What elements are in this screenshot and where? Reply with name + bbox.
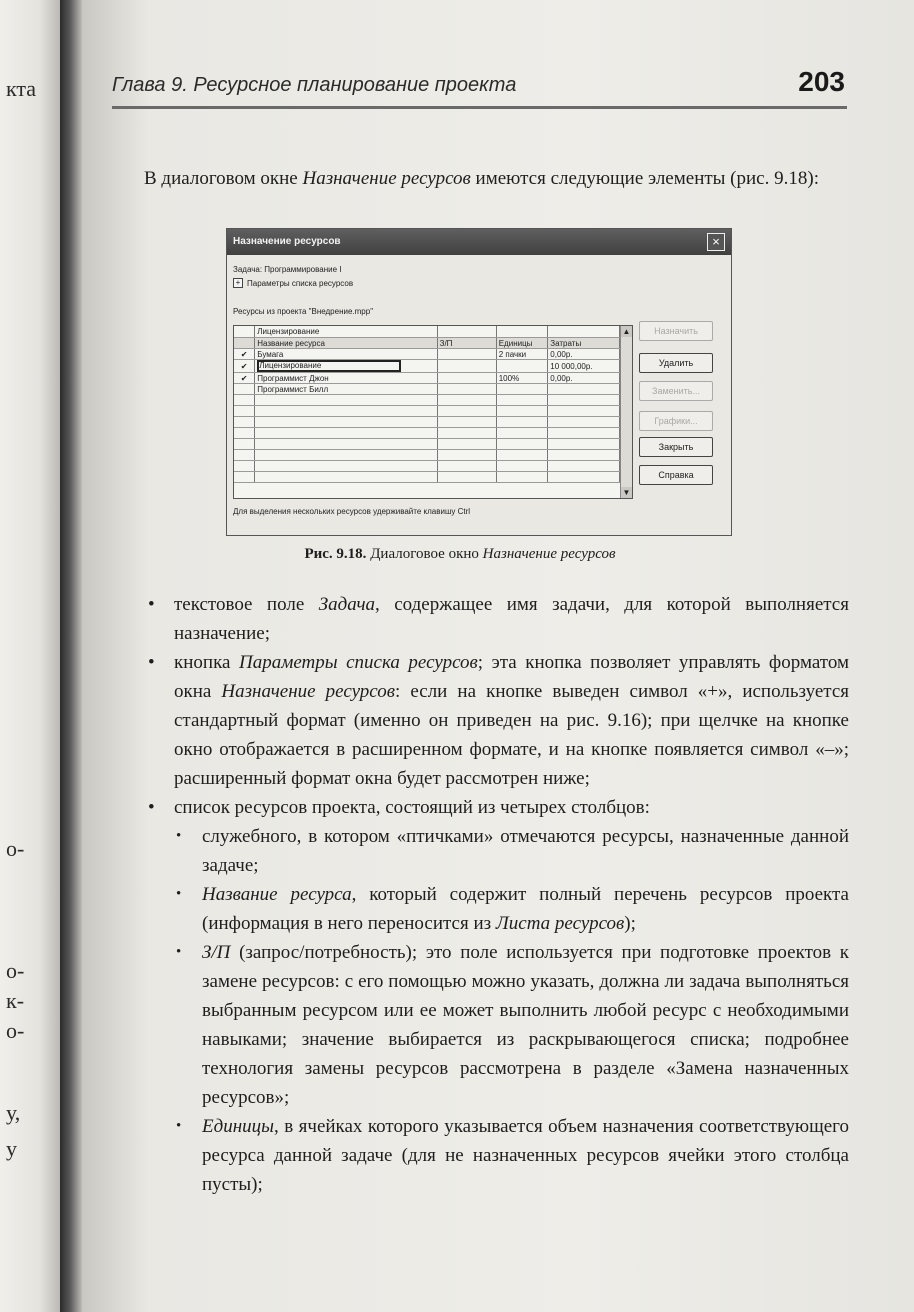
empty-row[interactable] bbox=[234, 450, 620, 461]
facing-page-fragment: у, bbox=[6, 1100, 21, 1125]
item-text: текстовое поле bbox=[174, 594, 319, 615]
empty-row[interactable] bbox=[234, 406, 620, 417]
item-text: список ресурсов проекта, состоящий из четырех столбцов: bbox=[174, 797, 650, 818]
facing-page-fragment: о- bbox=[6, 1018, 25, 1043]
grid-scrollbar[interactable] bbox=[620, 326, 632, 498]
bullet-icon: • bbox=[148, 594, 155, 615]
figure-number: Рис. 9.18. bbox=[304, 546, 367, 562]
rd-cell[interactable] bbox=[437, 373, 496, 384]
assign-button[interactable]: Назначить bbox=[639, 321, 713, 341]
list-item bbox=[104, 648, 849, 793]
units-cell[interactable] bbox=[496, 384, 548, 395]
item-text: , который содержит полный перечень ресурсов проекта (информация в него переносится из bbox=[202, 884, 849, 934]
facing-page-fragment: у bbox=[6, 1136, 17, 1161]
facing-page-fragment: о- bbox=[6, 836, 25, 861]
column-header-name[interactable]: Название ресурса bbox=[255, 338, 437, 349]
resource-grid[interactable] bbox=[233, 325, 633, 499]
ctrl-hint: Для выделения нескольких ресурсов удерживайте клавишу Ctrl bbox=[233, 507, 471, 516]
figure-caption bbox=[180, 546, 740, 563]
graphs-button[interactable]: Графики... bbox=[639, 411, 713, 431]
table-row[interactable] bbox=[234, 373, 620, 384]
close-icon[interactable]: × bbox=[707, 233, 725, 251]
replace-button[interactable]: Заменить... bbox=[639, 381, 713, 401]
bullet-icon: • bbox=[148, 797, 155, 818]
column-header-cost[interactable]: Затраты bbox=[548, 338, 620, 349]
bullet-icon: • bbox=[176, 828, 182, 844]
rd-cell[interactable] bbox=[437, 349, 496, 360]
units-cell[interactable] bbox=[496, 360, 548, 373]
check-icon: ✔ bbox=[234, 349, 255, 360]
item-text: кнопка bbox=[174, 652, 239, 673]
check-icon: ✔ bbox=[234, 360, 255, 373]
bullet-icon: • bbox=[148, 652, 155, 673]
caption-italic: Назначение ресурсов bbox=[482, 546, 616, 562]
empty-row[interactable] bbox=[234, 417, 620, 428]
item-text: , в ячейках которого указывается объем назначения соответствующего ресурса данной задаче (для не назначенных ресурсов ячейки этого столбца пусты); bbox=[202, 1116, 849, 1195]
item-text: служебного, в котором «птичками» отмечаются ресурсы, назначенные данной задаче; bbox=[202, 826, 849, 876]
sub-list-item bbox=[104, 938, 849, 1112]
resource-name-cell[interactable]: Программист Билл bbox=[255, 384, 437, 395]
resource-name-selected[interactable]: Лицензирование bbox=[257, 360, 401, 372]
list-item bbox=[104, 793, 849, 822]
bullet-icon: • bbox=[176, 886, 182, 902]
bullet-list bbox=[104, 590, 849, 1199]
close-button[interactable]: Закрыть bbox=[639, 437, 713, 457]
table-row[interactable] bbox=[234, 384, 620, 395]
units-cell[interactable]: 2 пачки bbox=[496, 349, 548, 360]
list-item bbox=[104, 590, 849, 648]
rd-cell[interactable] bbox=[437, 360, 496, 373]
caption-text: Диалоговое окно bbox=[366, 546, 483, 562]
book-spine-shadow bbox=[60, 0, 82, 1312]
item-italic: Параметры списка ресурсов bbox=[238, 652, 478, 673]
table-row[interactable] bbox=[234, 349, 620, 360]
bullet-icon: • bbox=[176, 944, 182, 960]
sub-list-item bbox=[104, 1112, 849, 1199]
remove-button[interactable]: Удалить bbox=[639, 353, 713, 373]
item-text: ); bbox=[624, 913, 636, 934]
item-italic: Единицы bbox=[202, 1116, 275, 1137]
chapter-title: Глава 9. Ресурсное планирование проекта bbox=[112, 74, 517, 96]
running-header bbox=[112, 66, 847, 109]
bullet-icon: • bbox=[176, 1118, 182, 1134]
facing-page-fragment: о- bbox=[6, 958, 25, 983]
empty-row[interactable] bbox=[234, 439, 620, 450]
resource-name-cell[interactable]: Бумага bbox=[255, 349, 437, 360]
dialog-titlebar bbox=[227, 229, 731, 255]
empty-row[interactable] bbox=[234, 395, 620, 406]
check-icon: ✔ bbox=[234, 373, 255, 384]
item-text: : если на кнопке выведен символ «+», используется стандартный формат (именно он приведен на рис. 9.16); при щелчке на кнопке окно отображается в расширенном формате, и на кнопке появляется символ «–»; расширенный формат окна будет рассмотрен ниже; bbox=[174, 681, 849, 789]
sub-list-item bbox=[104, 880, 849, 938]
empty-row[interactable] bbox=[234, 428, 620, 439]
facing-page-fragment: к- bbox=[6, 988, 25, 1013]
intro-paragraph bbox=[104, 164, 842, 194]
units-cell[interactable]: 100% bbox=[496, 373, 548, 384]
intro-text: В диалоговом окне bbox=[144, 168, 303, 189]
plus-icon: + bbox=[233, 278, 243, 288]
item-italic: Название ресурса bbox=[202, 884, 352, 905]
item-italic: З/П bbox=[202, 942, 231, 963]
empty-row[interactable] bbox=[234, 472, 620, 483]
grid-header-row bbox=[234, 338, 620, 349]
empty-row[interactable] bbox=[234, 461, 620, 472]
item-text: (запрос/потребность); это поле используется при подготовке проектов к замене ресурсов: с его помощью можно указать, должна ли задача выполняться выбранным ресурсом или ее может выполнить любой ресурс с необходимыми навыками; значение выбирается из раскрывающегося списка; подробнее технология замены ресурсов рассмотрена в разделе «Замена назначенных ресурсов»; bbox=[202, 942, 849, 1108]
resource-list-options-label: Параметры списка ресурсов bbox=[247, 278, 354, 288]
resource-name-cell-selected[interactable] bbox=[255, 360, 437, 373]
rd-cell[interactable] bbox=[437, 384, 496, 395]
dialog-title: Назначение ресурсов bbox=[233, 236, 341, 247]
item-text: , содержащее имя задачи, для которой выполняется назначение; bbox=[174, 594, 849, 644]
cost-cell: 0,00р. bbox=[548, 349, 620, 360]
item-text: ; эта кнопка позволяет управлять форматом окна bbox=[174, 652, 849, 702]
cost-cell: 10 000,00р. bbox=[548, 360, 620, 373]
intro-italic: Назначение ресурсов bbox=[302, 168, 471, 189]
item-italic: Назначение ресурсов bbox=[221, 681, 396, 702]
intro-text-end: имеются следующие элементы (рис. 9.18): bbox=[470, 168, 819, 189]
assign-resources-dialog bbox=[226, 228, 732, 536]
resources-from-project-label: Ресурсы из проекта "Внедрение.mpp" bbox=[233, 307, 374, 316]
check-icon bbox=[234, 384, 255, 395]
cost-cell: 0,00р. bbox=[548, 373, 620, 384]
help-button[interactable]: Справка bbox=[639, 465, 713, 485]
column-header-rd[interactable]: З/П bbox=[437, 338, 496, 349]
resource-name-cell[interactable]: Программист Джон bbox=[255, 373, 437, 384]
grid-edit-line[interactable]: Лицензирование bbox=[255, 326, 437, 338]
scroll-down-icon[interactable]: ▼ bbox=[622, 488, 631, 497]
sub-list-item bbox=[104, 822, 849, 880]
scroll-up-icon[interactable]: ▲ bbox=[622, 327, 631, 336]
item-italic: Задача bbox=[318, 594, 376, 615]
table-row[interactable] bbox=[234, 360, 620, 373]
item-italic: Листа ресурсов bbox=[495, 913, 625, 934]
task-label: Задача: Программирование I bbox=[233, 265, 342, 274]
page-number: 203 bbox=[798, 66, 845, 97]
facing-page-fragment: кта bbox=[6, 76, 37, 101]
column-header-units[interactable]: Единицы bbox=[496, 338, 548, 349]
resource-list-options-button[interactable] bbox=[233, 278, 353, 288]
cost-cell bbox=[548, 384, 620, 395]
